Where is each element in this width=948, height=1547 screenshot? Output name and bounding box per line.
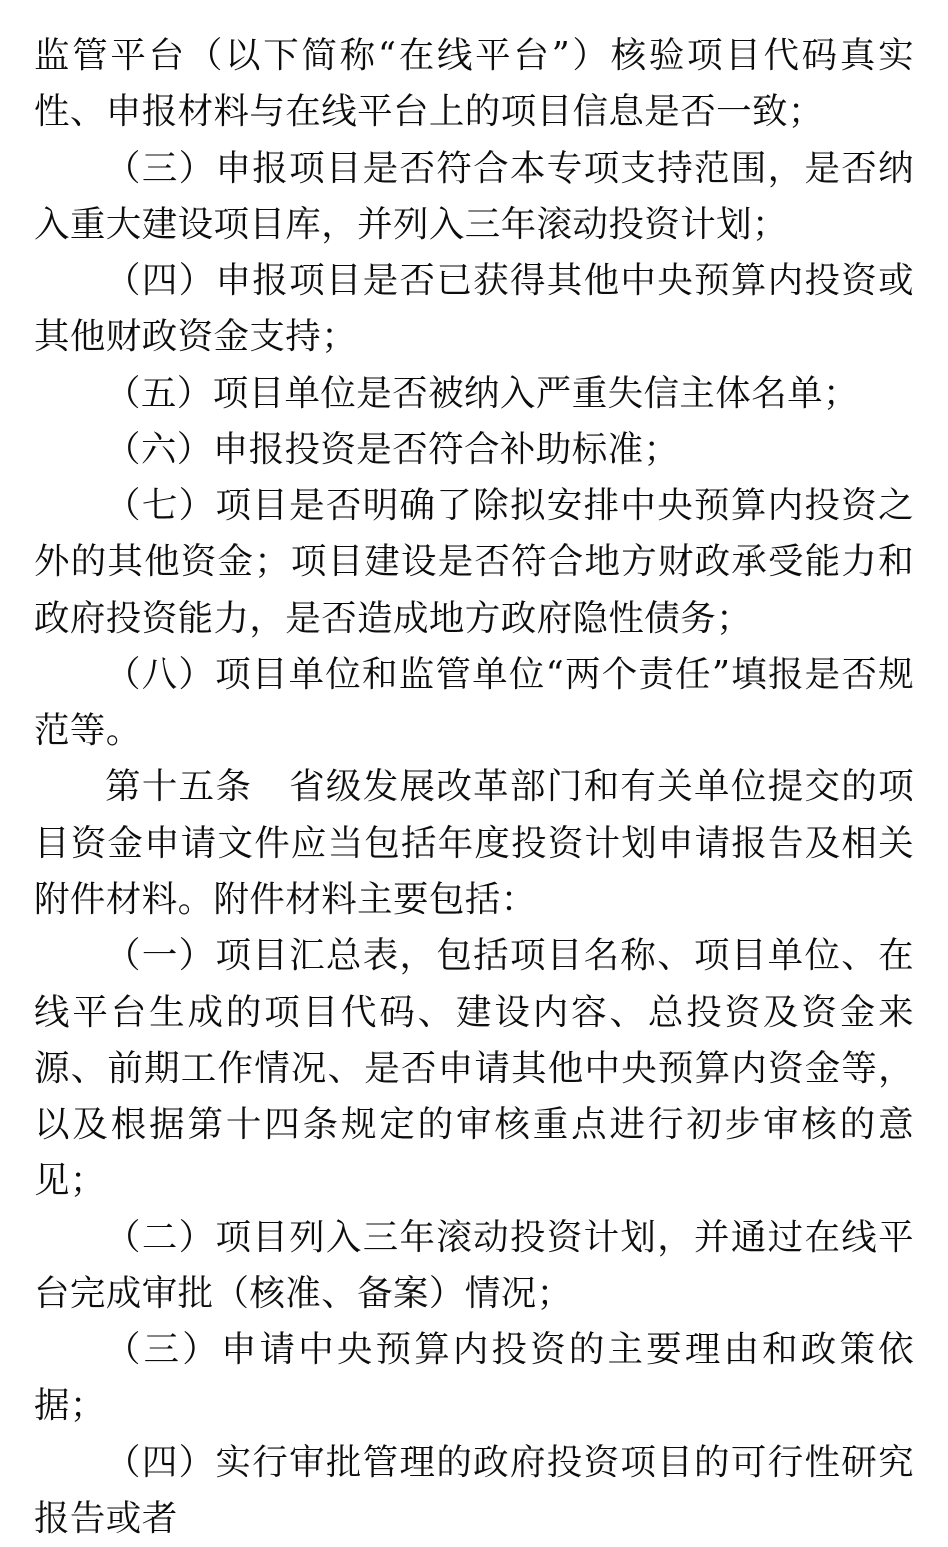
paragraph-item-4: （四）申报项目是否已获得其他中央预算内投资或其他财政资金支持； [34, 260, 914, 358]
paragraph-item-8: （八）项目单位和监管单位“两个责任”填报是否规范等。 [34, 653, 914, 752]
paragraph-item-3: （三）申报项目是否符合本专项支持范围，是否纳入重大建设项目库，并列入三年滚动投资计划； [34, 147, 914, 245]
paragraph-item-6: （六）申报投资是否符合补助标准； [105, 428, 680, 470]
paragraph-continued: 监管平台（以下简称“在线平台”）核验项目代码真实性、申报材料与在线平台上的项目信息是否一致； [34, 35, 914, 133]
paragraph-attachment-3: （三）申请中央预算内投资的主要理由和政策依据； [34, 1329, 914, 1427]
paragraph-attachment-4: （四）实行审批管理的政府投资项目的可行性研究报告或者 [34, 1441, 914, 1539]
paragraph-attachment-2: （二）项目列入三年滚动投资计划，并通过在线平台完成审批（核准、备案）情况； [34, 1216, 914, 1314]
paragraph-attachment-1: （一）项目汇总表，包括项目名称、项目单位、在线平台生成的项目代码、建设内容、总投资及资金来源、前期工作情况、是否申请其他中央预算内资金等，以及根据第十四条规定的审核重点进行初步审核的意见； [34, 935, 914, 1202]
document-body [34, 28, 914, 1547]
paragraph-item-5: （五）项目单位是否被纳入严重失信主体名单； [105, 372, 859, 414]
paragraph-article-15: 第十五条 省级发展改革部门和有关单位提交的项目资金申请文件应当包括年度投资计划申请报告及相关附件材料。附件材料主要包括： [34, 766, 914, 920]
paragraph-item-7: （七）项目是否明确了除拟安排中央预算内投资之外的其他资金；项目建设是否符合地方财政承受能力和政府投资能力，是否造成地方政府隐性债务； [34, 485, 914, 639]
